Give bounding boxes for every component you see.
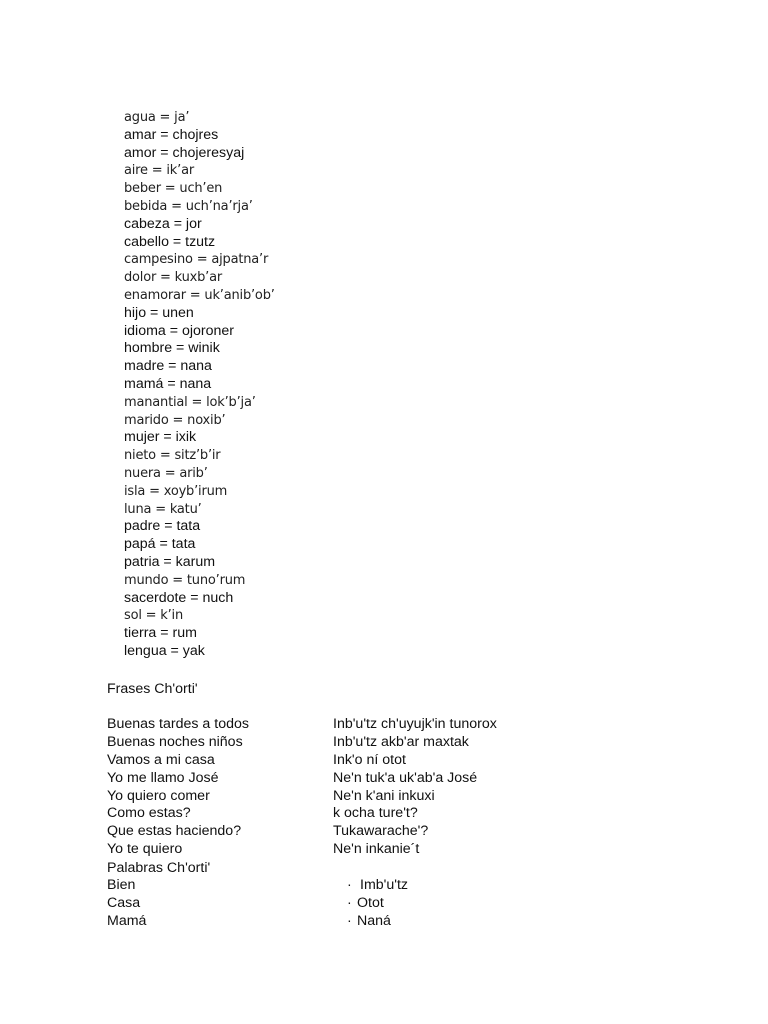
bullet-icon: · (347, 913, 352, 929)
vocab-entry: mujer = ixik (124, 429, 197, 446)
vocab-entry: sol = k’in (124, 608, 184, 624)
word-spanish: Mamá (107, 913, 147, 929)
phrase-row (107, 823, 667, 841)
phrase-row (107, 841, 667, 859)
phrase-chorti: k ocha ture't? (333, 805, 418, 822)
word-chorti: Otot (357, 895, 384, 911)
phrase-spanish: Vamos a mi casa (107, 751, 215, 768)
vocab-entry: papá = tata (124, 536, 196, 553)
vocab-entry: hombre = winik (124, 340, 220, 357)
vocab-entry: patria = karum (124, 553, 216, 570)
words-heading: Palabras Ch'orti' (107, 860, 211, 876)
vocab-entry: bebida = uch’na’rja’ (124, 198, 253, 214)
phrase-spanish: Que estas haciendo? (107, 823, 242, 840)
vocab-entry: cabello = tzutz (124, 233, 216, 250)
phrase-spanish: Buenas noches niños (107, 733, 243, 750)
vocab-entry: luna = katu’ (124, 501, 202, 517)
vocab-entry: amor = chojeresyaj (124, 144, 245, 161)
vocab-entry: enamorar = uk’anib’ob’ (124, 287, 275, 303)
phrase-spanish: Yo quiero comer (107, 787, 210, 804)
vocab-entry: madre = nana (124, 358, 212, 375)
vocab-entry: lengua = yak (124, 642, 205, 659)
vocab-entry: beber = uch’en (124, 181, 223, 197)
bullet-icon: · (347, 877, 352, 893)
vocab-entry: aire = ik’ar (124, 163, 194, 179)
phrase-row (107, 805, 667, 823)
vocab-entry: marido = noxib’ (124, 412, 226, 428)
vocab-entry: cabeza = jor (124, 215, 202, 232)
vocab-entry: mamá = nana (124, 375, 212, 392)
vocab-entry: manantial = lok’b’ja’ (124, 394, 256, 410)
phrase-row (107, 788, 667, 806)
vocab-entry: mundo = tuno’rum (124, 572, 246, 588)
vocab-entry: campesino = ajpatna’r (124, 252, 269, 268)
phrase-chorti: Inb'u'tz akb'ar maxtak (333, 733, 469, 750)
phrase-chorti: Ink'o ní otot (333, 751, 406, 768)
word-row (107, 876, 667, 894)
phrase-chorti: Inb'u'tz ch'uyujk'in tunorox (333, 716, 497, 732)
vocabulary-list (124, 109, 275, 661)
phrases-heading: Frases Ch'orti' (107, 681, 198, 697)
phrases-list (107, 716, 667, 859)
vocab-entry: idioma = ojoroner (124, 322, 235, 339)
vocab-entry: amar = chojres (124, 126, 219, 143)
vocab-entry: sacerdote = nuch (124, 589, 234, 606)
phrase-chorti: Tukawarache'? (333, 823, 429, 840)
word-chorti: Imb'u'tz (360, 877, 408, 893)
vocab-entry: tierra = rum (124, 625, 197, 642)
phrase-chorti: Ne'n inkanie´t (333, 841, 420, 858)
phrase-chorti: Ne'n tuk'a uk'ab'a José (333, 769, 478, 786)
bullet-icon: · (347, 895, 352, 911)
phrase-spanish: Buenas tardes a todos (107, 716, 249, 732)
word-row (107, 894, 667, 912)
phrase-spanish: Yo me llamo José (107, 769, 219, 786)
vocab-entry: dolor = kuxb’ar (124, 270, 223, 286)
phrase-row (107, 752, 667, 770)
vocab-entry: agua = ja’ (124, 110, 190, 125)
word-chorti: Naná (357, 913, 391, 929)
phrase-spanish: Como estas? (107, 805, 191, 822)
vocab-entry: nieto = sitz’b’ir (124, 448, 221, 464)
vocab-entry: padre = tata (124, 518, 201, 535)
word-spanish: Bien (107, 877, 136, 893)
word-row (107, 912, 667, 930)
vocab-entry: isla = xoyb’irum (124, 483, 228, 499)
word-spanish: Casa (107, 895, 141, 911)
vocab-entry: hijo = unen (124, 304, 194, 321)
phrase-row (107, 734, 667, 752)
phrase-row (107, 770, 667, 788)
phrase-spanish: Yo te quiero (107, 841, 183, 858)
vocab-entry: nuera = arib’ (124, 465, 208, 481)
words-list (107, 876, 667, 930)
phrase-row (107, 716, 667, 734)
phrase-chorti: Ne'n k'ani inkuxi (333, 787, 435, 804)
